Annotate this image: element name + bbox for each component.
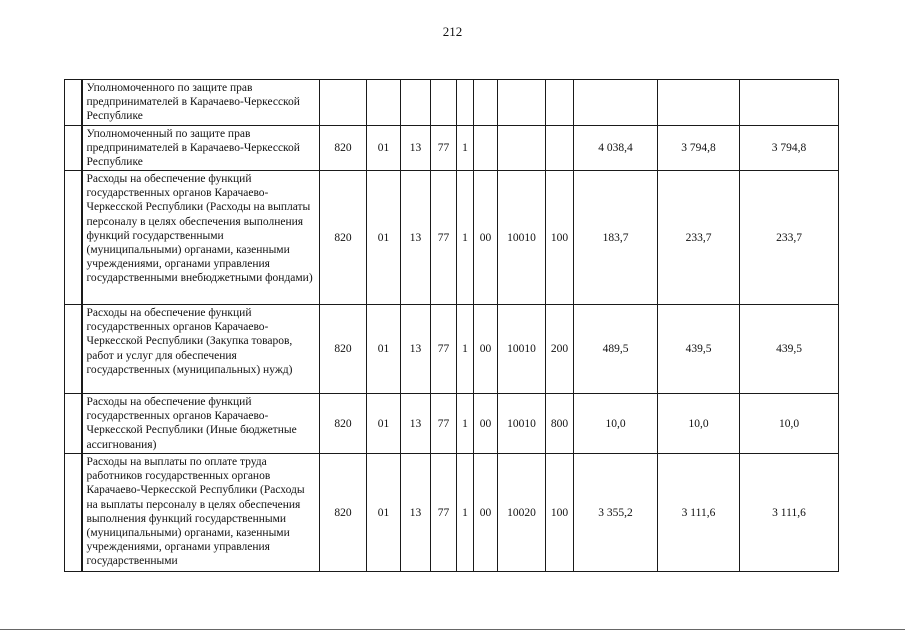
amount-year-1: 183,7 [574,171,658,305]
budget-table [64,79,839,572]
row-stub [65,80,82,126]
subsection-code: 13 [401,305,431,394]
row-stub [65,171,82,305]
subprogram-code: 1 [457,305,474,394]
event-code: 00 [474,394,498,454]
subprogram-code: 1 [457,171,474,305]
page-number: 212 [442,24,463,39]
expense-name: Расходы на выплаты по оплате труда работников государственных органов Карачаево-Черкесской Республики (Расходы на выплаты персоналу в целях обеспечения выполнения функций государственными (муниципальными) органами, казенными учреждениями, органами управления государственными [82,454,320,572]
event-code [474,80,498,126]
expense-type-code: 200 [546,305,574,394]
expense-type-code [546,126,574,171]
expense-type-code: 100 [546,171,574,305]
program-code: 77 [431,171,457,305]
amount-year-3: 10,0 [740,394,839,454]
amount-year-1: 489,5 [574,305,658,394]
section-code: 01 [367,305,401,394]
amount-year-2: 233,7 [658,171,740,305]
row-stub [65,305,82,394]
program-code: 77 [431,305,457,394]
amount-year-2: 3 111,6 [658,454,740,572]
expense-name: Уполномоченный по защите прав предпринимателей в Карачаево-Черкесской Республике [82,126,320,171]
amount-year-2: 439,5 [658,305,740,394]
grbs-code: 820 [320,394,367,454]
subprogram-code: 1 [457,454,474,572]
amount-year-3: 439,5 [740,305,839,394]
program-code: 77 [431,394,457,454]
subsection-code: 13 [401,394,431,454]
amount-year-3: 3 794,8 [740,126,839,171]
grbs-code: 820 [320,305,367,394]
section-code: 01 [367,126,401,171]
direction-code [498,126,546,171]
section-code: 01 [367,454,401,572]
amount-year-1: 4 038,4 [574,126,658,171]
event-code: 00 [474,171,498,305]
table-row [65,80,839,126]
event-code: 00 [474,454,498,572]
amount-year-1: 3 355,2 [574,454,658,572]
table-row [65,126,839,171]
amount-year-2: 3 794,8 [658,126,740,171]
amount-year-2 [658,80,740,126]
subsection-code: 13 [401,126,431,171]
amount-year-2: 10,0 [658,394,740,454]
expense-type-code [546,80,574,126]
grbs-code: 820 [320,171,367,305]
grbs-code: 820 [320,454,367,572]
table-row [65,454,839,572]
event-code: 00 [474,305,498,394]
expense-name: Уполномоченного по защите прав предпринимателей в Карачаево-Черкесской Республике [82,80,320,126]
direction-code: 10010 [498,305,546,394]
amount-year-3 [740,80,839,126]
subsection-code [401,80,431,126]
program-code: 77 [431,454,457,572]
row-stub [65,126,82,171]
expense-type-code: 100 [546,454,574,572]
scan-edge-line [0,629,905,630]
section-code: 01 [367,171,401,305]
program-code [431,80,457,126]
amount-year-1 [574,80,658,126]
expense-type-code: 800 [546,394,574,454]
subsection-code: 13 [401,454,431,572]
direction-code: 10010 [498,171,546,305]
table-row [65,394,839,454]
subsection-code: 13 [401,171,431,305]
table-row [65,171,839,305]
subprogram-code [457,80,474,126]
row-stub [65,394,82,454]
expense-name: Расходы на обеспечение функций государственных органов Карачаево-Черкесской Республики (Расходы на выплаты персоналу в целях обеспечения выполнения функций государственными (муниципальными) органами, казенными учреждениями, органами управления государственными внебюджетными фондами) [82,171,320,305]
direction-code: 10010 [498,394,546,454]
expense-name: Расходы на обеспечение функций государственных органов Карачаево-Черкесской Республики (Иные бюджетные ассигнования) [82,394,320,454]
program-code: 77 [431,126,457,171]
subprogram-code: 1 [457,394,474,454]
table-body [65,80,839,572]
subprogram-code: 1 [457,126,474,171]
grbs-code: 820 [320,126,367,171]
event-code [474,126,498,171]
section-code [367,80,401,126]
direction-code: 10020 [498,454,546,572]
amount-year-1: 10,0 [574,394,658,454]
direction-code [498,80,546,126]
amount-year-3: 3 111,6 [740,454,839,572]
section-code: 01 [367,394,401,454]
expense-name: Расходы на обеспечение функций государственных органов Карачаево-Черкесской Республики (Закупка товаров, работ и услуг для обеспечения государственных (муниципальных) нужд) [82,305,320,394]
amount-year-3: 233,7 [740,171,839,305]
row-stub [65,454,82,572]
grbs-code [320,80,367,126]
table-row [65,305,839,394]
